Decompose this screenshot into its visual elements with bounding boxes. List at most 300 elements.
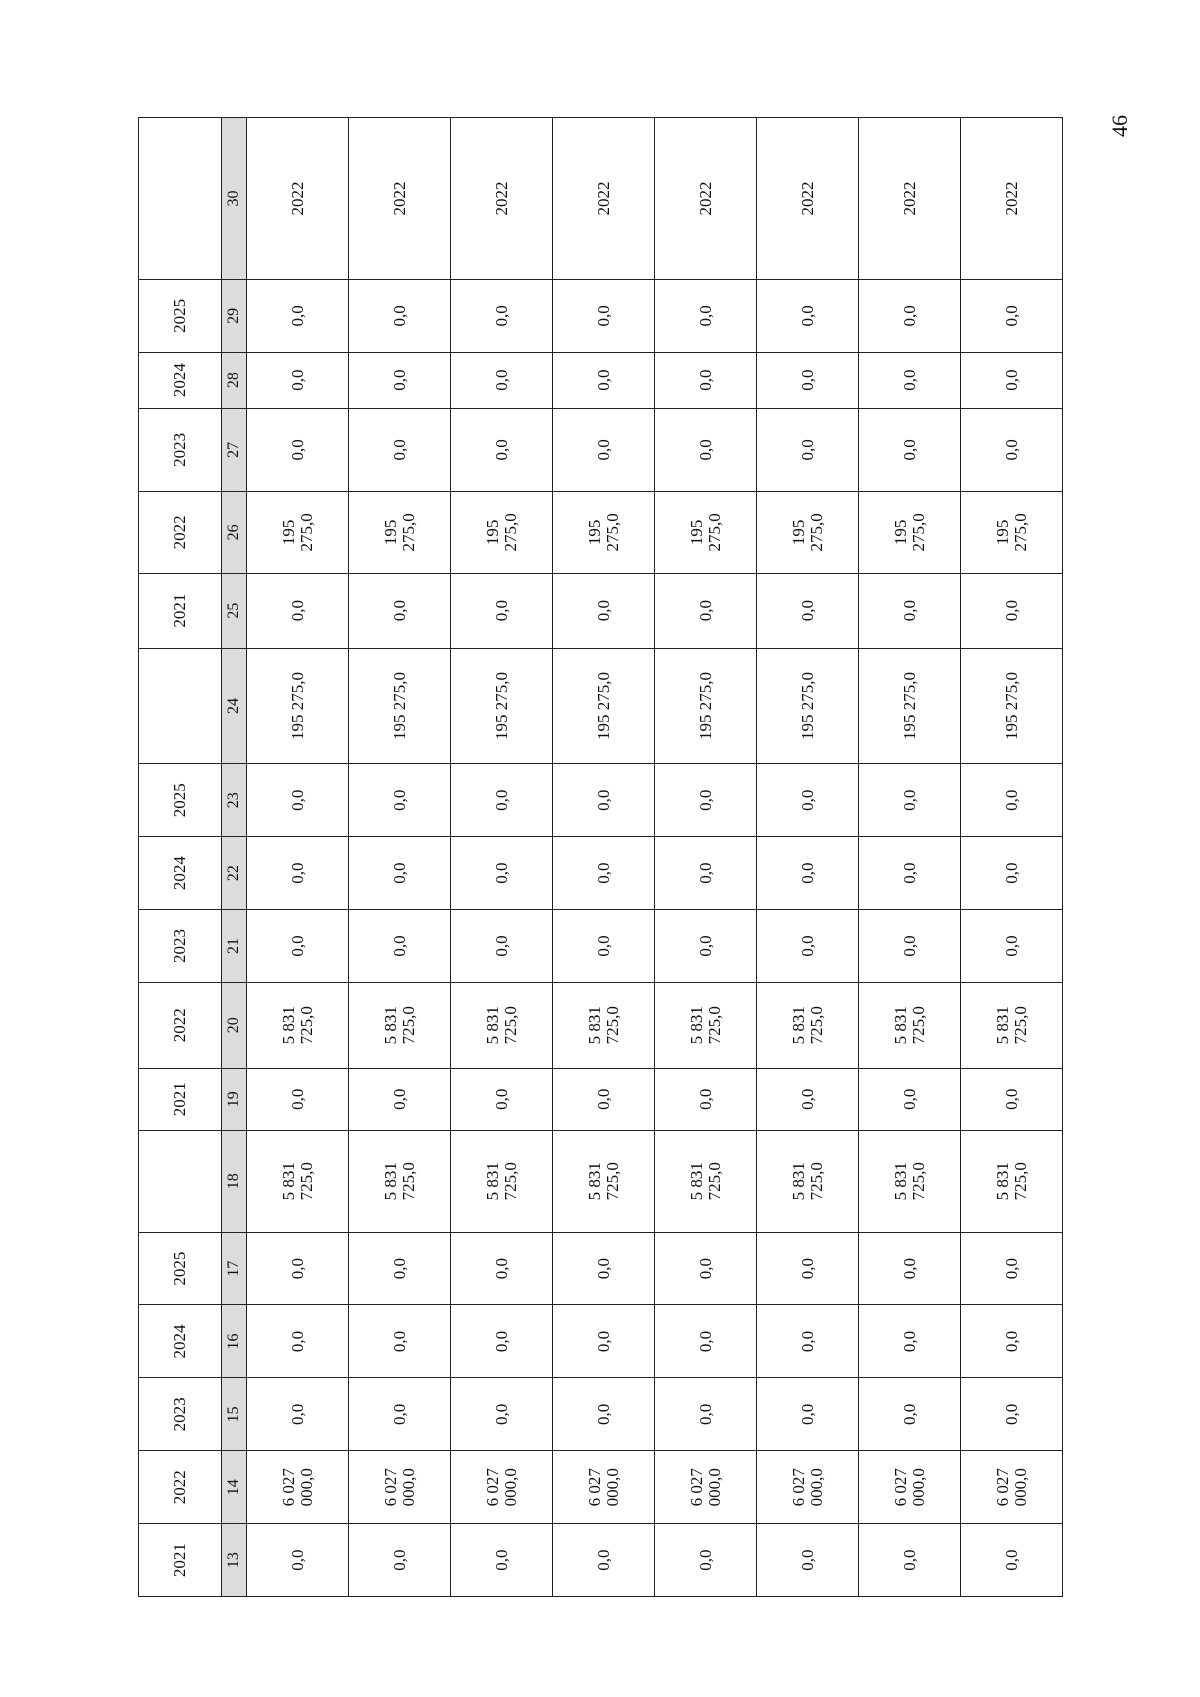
- column-number-cell-text: 17: [224, 1260, 242, 1277]
- year-header-cell: [139, 492, 222, 573]
- table-cell: [247, 1378, 349, 1451]
- table-cell-text: 0,0: [389, 599, 409, 622]
- table-cell: [859, 1451, 961, 1524]
- table-cell: [553, 1378, 655, 1451]
- table-cell-text: 0,0: [389, 1549, 409, 1571]
- table-cell-text: 0,0: [491, 439, 511, 461]
- table-cell-text: 0,0: [593, 1088, 613, 1110]
- column-number-cell-text: 30: [224, 190, 242, 207]
- table-cell-text: 6 027 000,0: [686, 1468, 724, 1507]
- table-cell-text: 195 275,0: [491, 671, 511, 740]
- table-row: [961, 118, 1063, 1597]
- table-cell: [655, 352, 757, 408]
- table-cell-text: 0,0: [899, 1257, 919, 1280]
- year-header-cell: [139, 982, 222, 1068]
- table-cell: [247, 352, 349, 408]
- table-cell: [247, 1524, 349, 1597]
- table-cell-text: 195 275,0: [695, 671, 715, 740]
- table-cell: [553, 764, 655, 837]
- table-cell: [757, 1232, 859, 1305]
- table-cell: [961, 408, 1063, 492]
- table-cell-text: 0,0: [1001, 305, 1021, 327]
- table-cell-text: 2022: [695, 181, 715, 216]
- table-cell-text: 0,0: [287, 1403, 307, 1425]
- year-header-cell-text: 2022: [170, 1470, 190, 1505]
- table-cell-text: 0,0: [287, 1088, 307, 1110]
- table-cell: [757, 118, 859, 280]
- year-header-cell-text: 2024: [170, 1324, 190, 1359]
- table-cell-text: 5 831 725,0: [890, 1162, 928, 1201]
- table-cell-text: 0,0: [899, 599, 919, 622]
- table-cell: [961, 1130, 1063, 1232]
- table-body: [139, 118, 1063, 1597]
- table-cell-text: 195 275,0: [380, 513, 418, 552]
- table-cell: [961, 118, 1063, 280]
- table-cell: [961, 1232, 1063, 1305]
- table-cell-text: 0,0: [899, 1088, 919, 1110]
- table-cell-text: 0,0: [899, 1403, 919, 1425]
- table-cell: [451, 982, 553, 1068]
- table-cell: [655, 1305, 757, 1378]
- table-cell: [349, 1378, 451, 1451]
- column-number-cell-text: 18: [224, 1173, 242, 1190]
- table-cell: [961, 1378, 1063, 1451]
- table-cell: [655, 648, 757, 764]
- column-number-cell-text: 13: [224, 1552, 242, 1569]
- table-cell-text: 0,0: [593, 935, 613, 957]
- table-cell-text: 0,0: [695, 1257, 715, 1280]
- table-cell: [247, 1305, 349, 1378]
- table-cell: [859, 982, 961, 1068]
- table-cell-text: 0,0: [389, 789, 409, 811]
- table-cell-text: 195 275,0: [890, 513, 928, 552]
- table-cell: [247, 648, 349, 764]
- table-cell-text: 195 275,0: [788, 513, 826, 552]
- table-cell-text: 0,0: [797, 439, 817, 461]
- year-header-cell: [139, 1232, 222, 1305]
- table-cell-text: 0,0: [491, 862, 511, 884]
- table-cell: [451, 492, 553, 573]
- table-cell: [349, 1524, 451, 1597]
- page-number: 46: [1107, 115, 1132, 137]
- table-cell: [247, 573, 349, 648]
- table-cell-text: 0,0: [797, 935, 817, 957]
- table-cell-text: 195 275,0: [278, 513, 316, 552]
- table-cell-text: 0,0: [287, 599, 307, 622]
- table-cell-text: 195 275,0: [389, 671, 409, 740]
- table-cell: [553, 408, 655, 492]
- table-cell-text: 0,0: [695, 369, 715, 391]
- table-cell-text: 195 275,0: [899, 671, 919, 740]
- table-cell: [961, 352, 1063, 408]
- table-cell: [247, 1232, 349, 1305]
- table-cell: [553, 1524, 655, 1597]
- year-header-cell-text: 2025: [170, 298, 190, 333]
- column-number-cell-text: 22: [224, 865, 242, 882]
- table-cell: [655, 118, 757, 280]
- column-number-cell: [222, 1068, 247, 1130]
- table-cell: [349, 408, 451, 492]
- table-cell: [247, 982, 349, 1068]
- table-cell-text: 0,0: [491, 369, 511, 391]
- table-row: [655, 118, 757, 1597]
- table-cell: [553, 648, 655, 764]
- table-cell: [655, 910, 757, 983]
- year-header-cell: [139, 1130, 222, 1232]
- column-number-cell: [222, 910, 247, 983]
- table-cell: [961, 1305, 1063, 1378]
- table-cell: [757, 1524, 859, 1597]
- table-cell: [349, 573, 451, 648]
- table-cell: [859, 648, 961, 764]
- table-cell: [451, 837, 553, 910]
- table-cell-text: 0,0: [1001, 1088, 1021, 1110]
- column-number-cell: [222, 1305, 247, 1378]
- table-cell-text: 6 027 000,0: [482, 1468, 520, 1507]
- table-cell: [655, 1378, 757, 1451]
- column-number-cell-text: 20: [224, 1017, 242, 1034]
- column-number-cell: [222, 1451, 247, 1524]
- table-cell-text: 0,0: [899, 1549, 919, 1571]
- table-cell: [961, 837, 1063, 910]
- table-cell-text: 5 831 725,0: [788, 1006, 826, 1045]
- column-number-cell: [222, 648, 247, 764]
- table-cell: [451, 910, 553, 983]
- table-cell: [859, 764, 961, 837]
- table-cell: [961, 573, 1063, 648]
- table-cell-text: 5 831 725,0: [278, 1162, 316, 1201]
- table-cell-text: 0,0: [1001, 1549, 1021, 1571]
- table-cell-text: 0,0: [389, 1257, 409, 1280]
- column-number-cell: [222, 279, 247, 352]
- table-row: [451, 118, 553, 1597]
- table-cell: [451, 1068, 553, 1130]
- year-header-cell-text: 2025: [170, 1251, 190, 1286]
- table-cell: [859, 1305, 961, 1378]
- table-cell: [349, 1451, 451, 1524]
- table-cell-text: 0,0: [695, 439, 715, 461]
- table-cell: [859, 1524, 961, 1597]
- year-header-cell: [139, 352, 222, 408]
- table-cell: [553, 118, 655, 280]
- table-cell: [247, 764, 349, 837]
- table-cell-text: 0,0: [797, 1257, 817, 1280]
- table-cell-text: 2022: [1001, 181, 1021, 216]
- table-cell: [655, 1451, 757, 1524]
- table-cell-text: 6 027 000,0: [788, 1468, 826, 1507]
- column-number-cell: [222, 408, 247, 492]
- budget-table: [138, 117, 1063, 1597]
- table-cell-text: 0,0: [1001, 789, 1021, 811]
- table-cell: [859, 1068, 961, 1130]
- table-cell: [757, 1378, 859, 1451]
- table-cell-text: 0,0: [287, 1330, 307, 1353]
- year-header-cell-text: 2023: [170, 928, 190, 963]
- table-cell-text: 0,0: [593, 1549, 613, 1571]
- table-cell-text: 6 027 000,0: [992, 1468, 1030, 1507]
- table-cell-text: 0,0: [593, 305, 613, 327]
- table-cell: [451, 1378, 553, 1451]
- table-cell-text: 0,0: [287, 1257, 307, 1280]
- table-cell-text: 0,0: [491, 599, 511, 622]
- table-cell: [247, 408, 349, 492]
- table-cell-text: 0,0: [491, 1403, 511, 1425]
- year-header-cell-text: 2024: [170, 363, 190, 398]
- table-cell-text: 195 275,0: [584, 513, 622, 552]
- table-cell-text: 0,0: [695, 1549, 715, 1571]
- table-cell-text: 0,0: [491, 1330, 511, 1353]
- year-header-cell: [139, 764, 222, 837]
- table-cell: [757, 1451, 859, 1524]
- table-cell-text: 5 831 725,0: [380, 1162, 418, 1201]
- table-cell: [247, 1130, 349, 1232]
- table-cell-text: 0,0: [899, 369, 919, 391]
- table-row: [349, 118, 451, 1597]
- table-cell: [859, 352, 961, 408]
- table-cell-text: 6 027 000,0: [584, 1468, 622, 1507]
- table-cell: [655, 1130, 757, 1232]
- table-cell: [349, 982, 451, 1068]
- table-cell: [757, 1068, 859, 1130]
- table-cell: [553, 1068, 655, 1130]
- table-cell-text: 0,0: [389, 862, 409, 884]
- table-cell-text: 0,0: [797, 599, 817, 622]
- table-row: [553, 118, 655, 1597]
- rotated-table-wrapper: [138, 117, 1058, 1597]
- table-cell-text: 0,0: [899, 1330, 919, 1353]
- table-cell: [553, 352, 655, 408]
- table-cell: [859, 1232, 961, 1305]
- table-cell: [553, 1232, 655, 1305]
- table-cell-text: 0,0: [797, 369, 817, 391]
- column-number-cell-text: 24: [224, 697, 242, 714]
- table-cell: [757, 982, 859, 1068]
- table-cell-text: 2022: [389, 181, 409, 216]
- table-row: [247, 118, 349, 1597]
- table-cell-text: 5 831 725,0: [380, 1006, 418, 1045]
- table-cell-text: 5 831 725,0: [278, 1006, 316, 1045]
- column-number-cell: [222, 1378, 247, 1451]
- table-cell-text: 0,0: [899, 439, 919, 461]
- year-header-cell: [139, 408, 222, 492]
- table-cell: [553, 1130, 655, 1232]
- table-cell-text: 0,0: [797, 1403, 817, 1425]
- table-cell-text: 0,0: [491, 1549, 511, 1571]
- table-cell: [349, 764, 451, 837]
- table-cell: [451, 1305, 553, 1378]
- table-cell-text: 0,0: [695, 305, 715, 327]
- table-cell: [451, 1130, 553, 1232]
- table-cell-text: 0,0: [899, 935, 919, 957]
- table-cell: [655, 573, 757, 648]
- table-cell: [655, 1524, 757, 1597]
- table-cell-text: 0,0: [695, 1088, 715, 1110]
- column-number-cell-text: 29: [224, 307, 242, 324]
- table-cell: [349, 648, 451, 764]
- year-header-cell-text: 2021: [170, 1543, 190, 1578]
- table-cell-text: 0,0: [593, 1403, 613, 1425]
- table-cell-text: 0,0: [389, 439, 409, 461]
- table-cell: [349, 1305, 451, 1378]
- table-cell-text: 0,0: [287, 789, 307, 811]
- table-cell: [655, 279, 757, 352]
- table-cell-text: 195 275,0: [482, 513, 520, 552]
- table-cell: [553, 492, 655, 573]
- table-cell: [553, 1305, 655, 1378]
- table-cell-text: 0,0: [491, 1088, 511, 1110]
- table-cell-text: 6 027 000,0: [380, 1468, 418, 1507]
- table-cell-text: 0,0: [1001, 599, 1021, 622]
- table-cell: [247, 837, 349, 910]
- table-cell: [553, 279, 655, 352]
- table-cell: [859, 1130, 961, 1232]
- table-cell: [451, 1451, 553, 1524]
- year-header-cell: [139, 1305, 222, 1378]
- table-cell: [349, 118, 451, 280]
- year-header-cell-text: 2021: [170, 1082, 190, 1117]
- column-number-cell: [222, 118, 247, 280]
- table-cell: [349, 279, 451, 352]
- table-cell-text: 5 831 725,0: [992, 1006, 1030, 1045]
- table-row: [757, 118, 859, 1597]
- table-cell-text: 2022: [491, 181, 511, 216]
- table-cell-text: 0,0: [899, 862, 919, 884]
- table-cell-text: 0,0: [797, 305, 817, 327]
- table-cell: [859, 279, 961, 352]
- column-number-cell-text: 23: [224, 792, 242, 809]
- table-cell-text: 0,0: [1001, 1257, 1021, 1280]
- year-header-cell: [139, 118, 222, 280]
- table-cell: [961, 279, 1063, 352]
- table-cell-text: 0,0: [695, 599, 715, 622]
- table-cell: [655, 1232, 757, 1305]
- table-cell-text: 0,0: [695, 862, 715, 884]
- column-number-cell: [222, 1130, 247, 1232]
- table-cell: [655, 408, 757, 492]
- year-header-cell: [139, 1524, 222, 1597]
- column-number-cell-text: 15: [224, 1406, 242, 1423]
- table-cell-text: 5 831 725,0: [482, 1006, 520, 1045]
- table-cell-text: 0,0: [797, 1088, 817, 1110]
- table-cell-text: 0,0: [491, 935, 511, 957]
- table-cell: [451, 1524, 553, 1597]
- table-cell-text: 0,0: [899, 789, 919, 811]
- table-cell-text: 0,0: [287, 439, 307, 461]
- table-cell: [859, 910, 961, 983]
- table-cell-text: 2022: [287, 181, 307, 216]
- table-cell-text: 0,0: [593, 789, 613, 811]
- table-cell: [247, 279, 349, 352]
- table-cell-text: 0,0: [797, 862, 817, 884]
- year-header-cell-text: 2022: [170, 1008, 190, 1043]
- column-number-cell: [222, 352, 247, 408]
- table-cell-text: 0,0: [389, 935, 409, 957]
- year-header-row: [139, 118, 222, 1597]
- table-cell-text: 0,0: [1001, 862, 1021, 884]
- table-cell: [859, 837, 961, 910]
- table-cell-text: 195 275,0: [593, 671, 613, 740]
- table-cell-text: 0,0: [389, 369, 409, 391]
- table-cell-text: 2022: [797, 181, 817, 216]
- table-cell: [757, 492, 859, 573]
- table-cell: [859, 408, 961, 492]
- table-cell-text: 0,0: [899, 305, 919, 327]
- table-cell: [757, 408, 859, 492]
- table-cell: [553, 982, 655, 1068]
- column-number-cell: [222, 837, 247, 910]
- table-cell-text: 0,0: [1001, 369, 1021, 391]
- table-cell-text: 0,0: [389, 1403, 409, 1425]
- year-header-cell: [139, 573, 222, 648]
- table-cell-text: 0,0: [287, 305, 307, 327]
- table-cell: [757, 573, 859, 648]
- table-cell-text: 5 831 725,0: [686, 1162, 724, 1201]
- table-cell: [451, 408, 553, 492]
- table-cell: [349, 1130, 451, 1232]
- table-cell-text: 0,0: [287, 935, 307, 957]
- table-cell: [961, 1068, 1063, 1130]
- table-cell: [553, 573, 655, 648]
- table-cell: [247, 118, 349, 280]
- table-cell: [757, 1305, 859, 1378]
- column-number-cell-text: 21: [224, 937, 242, 954]
- table-cell-text: 0,0: [491, 305, 511, 327]
- table-cell-text: 5 831 725,0: [890, 1006, 928, 1045]
- column-number-cell-text: 28: [224, 372, 242, 389]
- table-cell: [553, 1451, 655, 1524]
- table-cell: [961, 1451, 1063, 1524]
- table-cell: [757, 352, 859, 408]
- table-cell: [655, 764, 757, 837]
- year-header-cell-text: 2022: [170, 515, 190, 550]
- table-cell: [247, 910, 349, 983]
- year-header-cell: [139, 1378, 222, 1451]
- table-cell: [655, 837, 757, 910]
- table-cell-text: 0,0: [593, 599, 613, 622]
- column-number-cell: [222, 764, 247, 837]
- table-cell-text: 0,0: [1001, 1330, 1021, 1353]
- table-cell-text: 0,0: [287, 1549, 307, 1571]
- table-cell: [655, 1068, 757, 1130]
- table-cell: [859, 573, 961, 648]
- table-cell-text: 0,0: [695, 1330, 715, 1353]
- year-header-cell-text: 2021: [170, 593, 190, 628]
- table-cell: [553, 837, 655, 910]
- column-number-cell-text: 25: [224, 602, 242, 619]
- table-cell: [451, 279, 553, 352]
- table-cell-text: 0,0: [593, 369, 613, 391]
- table-cell: [247, 1068, 349, 1130]
- table-cell-text: 6 027 000,0: [278, 1468, 316, 1507]
- table-cell-text: 5 831 725,0: [584, 1162, 622, 1201]
- table-cell-text: 0,0: [389, 1330, 409, 1353]
- column-number-row: [222, 118, 247, 1597]
- column-number-cell-text: 16: [224, 1333, 242, 1350]
- table-cell: [349, 1068, 451, 1130]
- column-number-cell: [222, 1524, 247, 1597]
- table-cell-text: 5 831 725,0: [482, 1162, 520, 1201]
- year-header-cell: [139, 648, 222, 764]
- table-cell: [451, 352, 553, 408]
- table-cell: [757, 910, 859, 983]
- table-cell: [349, 910, 451, 983]
- table-cell-text: 2022: [593, 181, 613, 216]
- table-cell: [757, 764, 859, 837]
- table-cell-text: 195 275,0: [797, 671, 817, 740]
- table-cell: [859, 492, 961, 573]
- table-cell-text: 195 275,0: [992, 513, 1030, 552]
- table-cell: [859, 1378, 961, 1451]
